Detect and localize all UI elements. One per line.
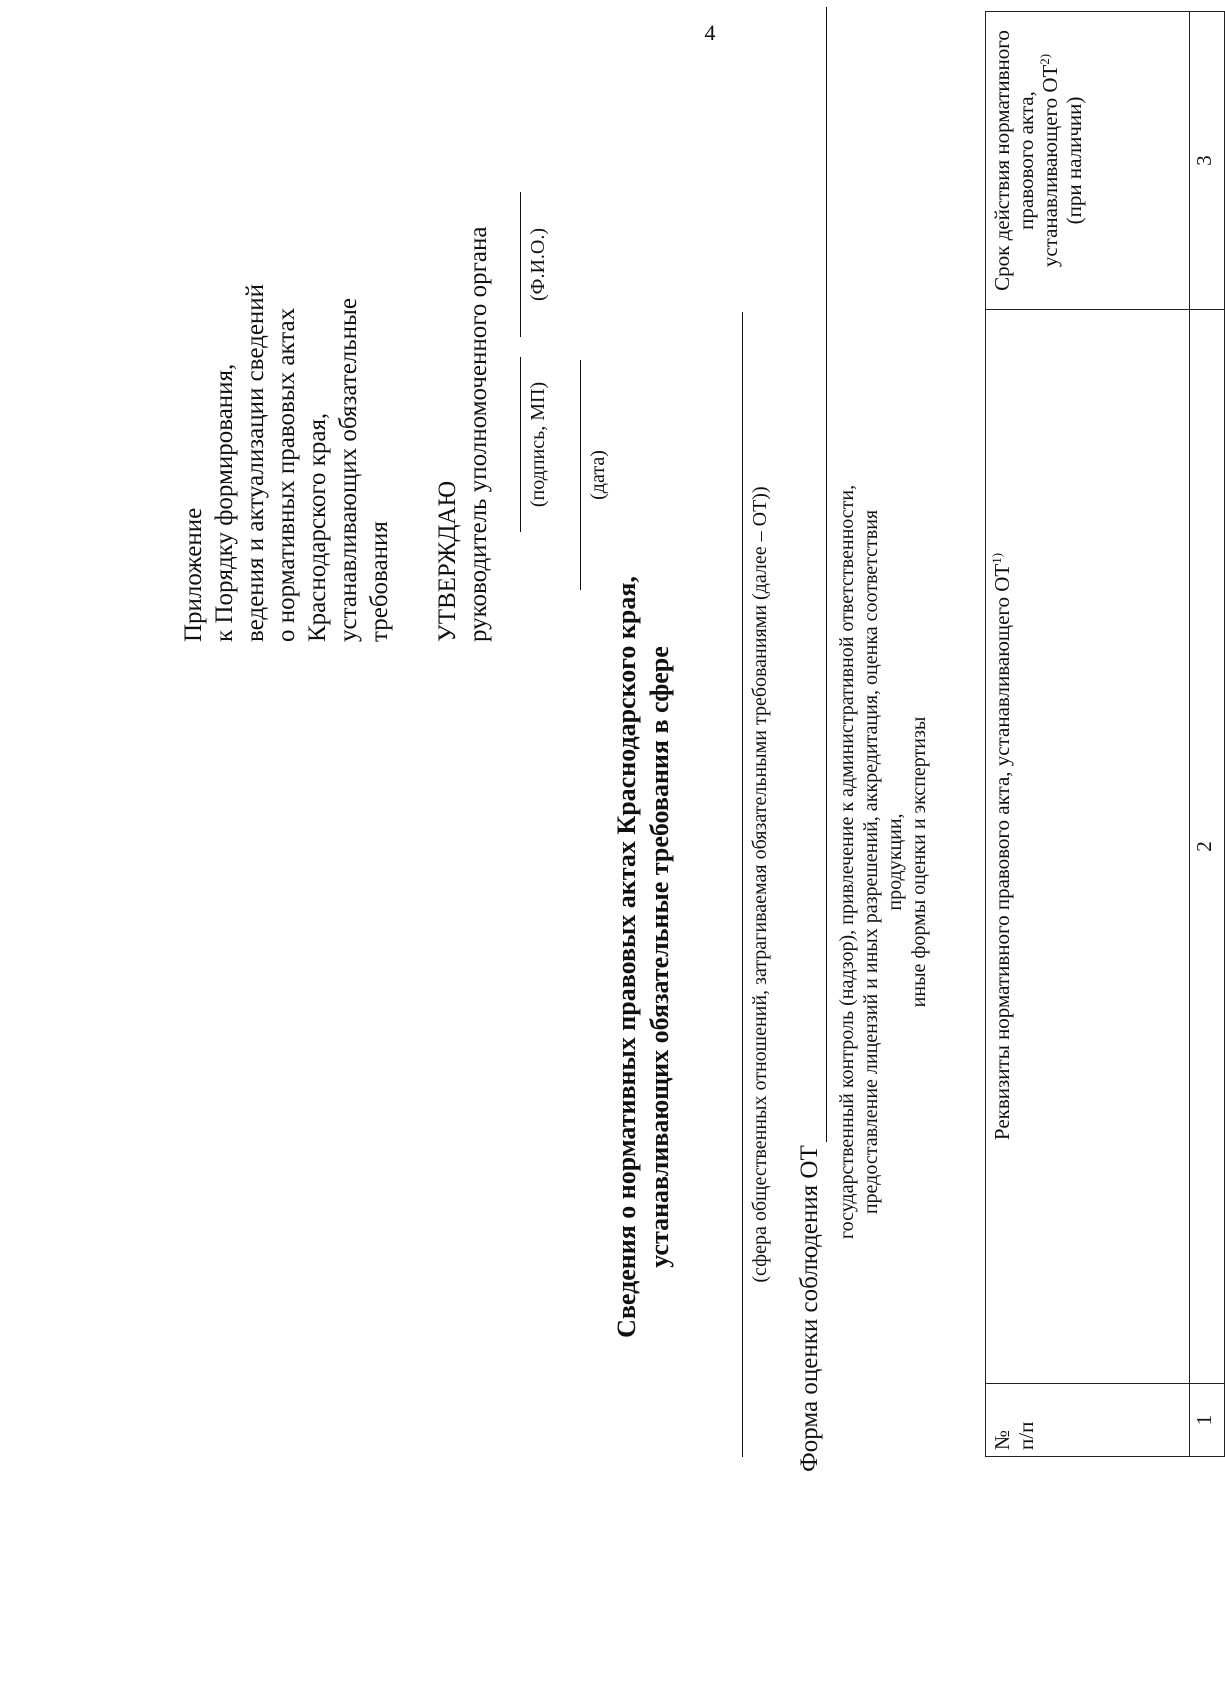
approval-title: УТВЕРЖДАЮ xyxy=(434,480,461,642)
header-number xyxy=(986,1384,1190,1457)
appendix-line: требования xyxy=(366,521,393,642)
footnote-ref: 1) xyxy=(989,552,1004,564)
header-validity-line: (при наличии) xyxy=(1062,96,1086,225)
header-validity-text: устанавливающего ОТ xyxy=(1038,64,1062,268)
form-options-line2: предоставление лицензий и иных разрешений, аккредитация, оценка соответствия продукции, xyxy=(860,509,906,1215)
header-requisites-text: Реквизиты нормативного правового акта, устанавливающего ОТ xyxy=(990,563,1014,1141)
footnote-ref: 2) xyxy=(1037,53,1052,65)
column-number-1: 1 xyxy=(1190,1384,1225,1457)
table-row xyxy=(1190,12,1225,1457)
appendix-line: Приложение xyxy=(180,507,207,642)
header-number-symbol: № xyxy=(990,1429,1014,1450)
approval-role: руководитель уполномоченного органа xyxy=(465,226,492,642)
appendix-line: о нормативных правовых актах xyxy=(273,307,300,642)
form-options-line1: государственный контроль (надзор), привлечение к административной ответственности, xyxy=(836,484,858,1240)
form-options xyxy=(835,477,931,1247)
form-label: Форма оценки соблюдения ОТ xyxy=(796,1145,823,1472)
date-caption: (дата) xyxy=(587,450,609,500)
column-number-2: 2 xyxy=(1190,310,1225,1384)
registry-table xyxy=(985,11,1225,1457)
document-title xyxy=(610,257,676,1657)
date-line xyxy=(580,360,581,590)
form-options-line3: иные формы оценки и экспертизы xyxy=(908,716,930,1008)
appendix-block xyxy=(178,182,395,642)
appendix-line: устанавливающих обязательные xyxy=(335,298,362,642)
signature-line xyxy=(520,357,521,532)
page-number: 4 xyxy=(704,20,716,45)
form-line xyxy=(826,7,827,1142)
name-caption: (Ф.И.О.) xyxy=(527,228,549,302)
header-validity-line: правового акта, xyxy=(1014,91,1038,230)
sphere-caption: (сфера общественных отношений, затрагиваемая обязательными требованиями (далее – ОТ)) xyxy=(749,486,771,1283)
document-title-line1: Сведения о нормативных правовых актах Краснодарского края, xyxy=(612,576,641,1338)
appendix-line: ведения и актуализации сведений xyxy=(242,283,269,642)
column-number-3: 3 xyxy=(1190,12,1225,310)
header-number-abbr: п/п xyxy=(1014,1421,1038,1450)
document-title-line2: устанавливающих обязательные требования в сфере xyxy=(645,646,674,1268)
table-header-row xyxy=(986,12,1190,1457)
appendix-line: к Порядку формирования, xyxy=(211,363,238,642)
sphere-line xyxy=(742,312,743,1457)
header-validity xyxy=(986,12,1190,310)
appendix-line: Краснодарского края, xyxy=(304,412,331,642)
header-validity-line: Срок действия нормативного xyxy=(990,30,1014,291)
signature-caption: (подпись, МП) xyxy=(527,381,549,508)
name-line xyxy=(520,192,521,337)
header-requisites xyxy=(986,310,1190,1384)
header-validity-line xyxy=(1038,18,1062,303)
